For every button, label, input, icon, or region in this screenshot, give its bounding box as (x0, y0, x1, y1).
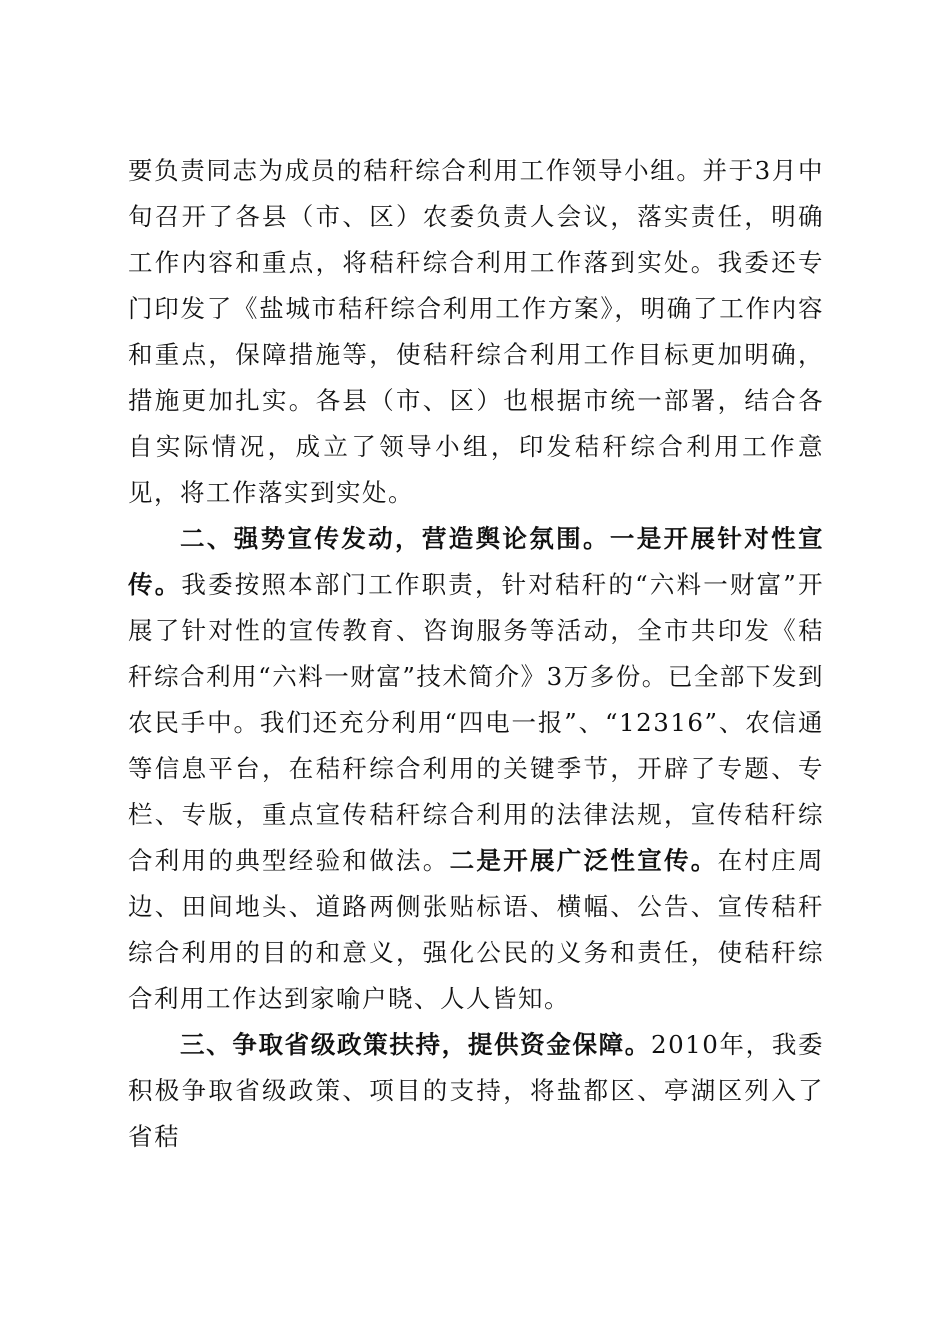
paragraph-leadership-group (128, 148, 824, 516)
paragraph-text: 要负责同志为成员的秸秆综合利用工作领导小组。并于3月中旬召开了各县（市、区）农委负责人会议，落实责任，明确工作内容和重点，将秸秆综合利用工作落到实处。我委还专门印发了《盐城市秸秆综合利用工作方案》，明确了工作内容和重点，保障措施等，使秸秆综合利用工作目标更加明确，措施更加扎实。各县（市、区）也根据市统一部署，结合各自实际情况，成立了领导小组，印发秸秆综合利用工作意见，将工作落实到实处。 (128, 156, 824, 507)
document-body (128, 148, 824, 1160)
section-heading-publicity: 二、强势宣传发动，营造舆论氛围。一是开展针对性宣传。 (128, 524, 824, 599)
subheading-broad-publicity: 二是开展广泛性宣传。 (449, 846, 718, 875)
paragraph-publicity (128, 516, 824, 1022)
section-heading-funding: 三、争取省级政策扶持，提供资金保障。 (180, 1030, 651, 1059)
paragraph-text: 在村庄周边、田间地头、道路两侧张贴标语、横幅、公告、宣传秸秆综合利用的目的和意义，强化公民的义务和责任，使秸秆综合利用工作达到家喻户晓、人人皆知。 (128, 846, 825, 1013)
paragraph-text: 我委按照本部门工作职责，针对秸秆的“六料一财富”开展了针对性的宣传教育、咨询服务等活动，全市共印发《秸秆综合利用“六料一财富”技术简介》3万多份。已全部下发到农民手中。我们还充分利用“四电一报”、“12316”、农信通等信息平台，在秸秆综合利用的关键季节，开辟了专题、专栏、专版，重点宣传秸秆综合利用的法律法规，宣传秸秆综合利用的典型经验和做法。 (128, 570, 824, 875)
paragraph-funding (128, 1022, 824, 1160)
paragraph-text: 2010年，我委积极争取省级政策、项目的支持，将盐都区、亭湖区列入了省秸 (128, 1030, 824, 1151)
